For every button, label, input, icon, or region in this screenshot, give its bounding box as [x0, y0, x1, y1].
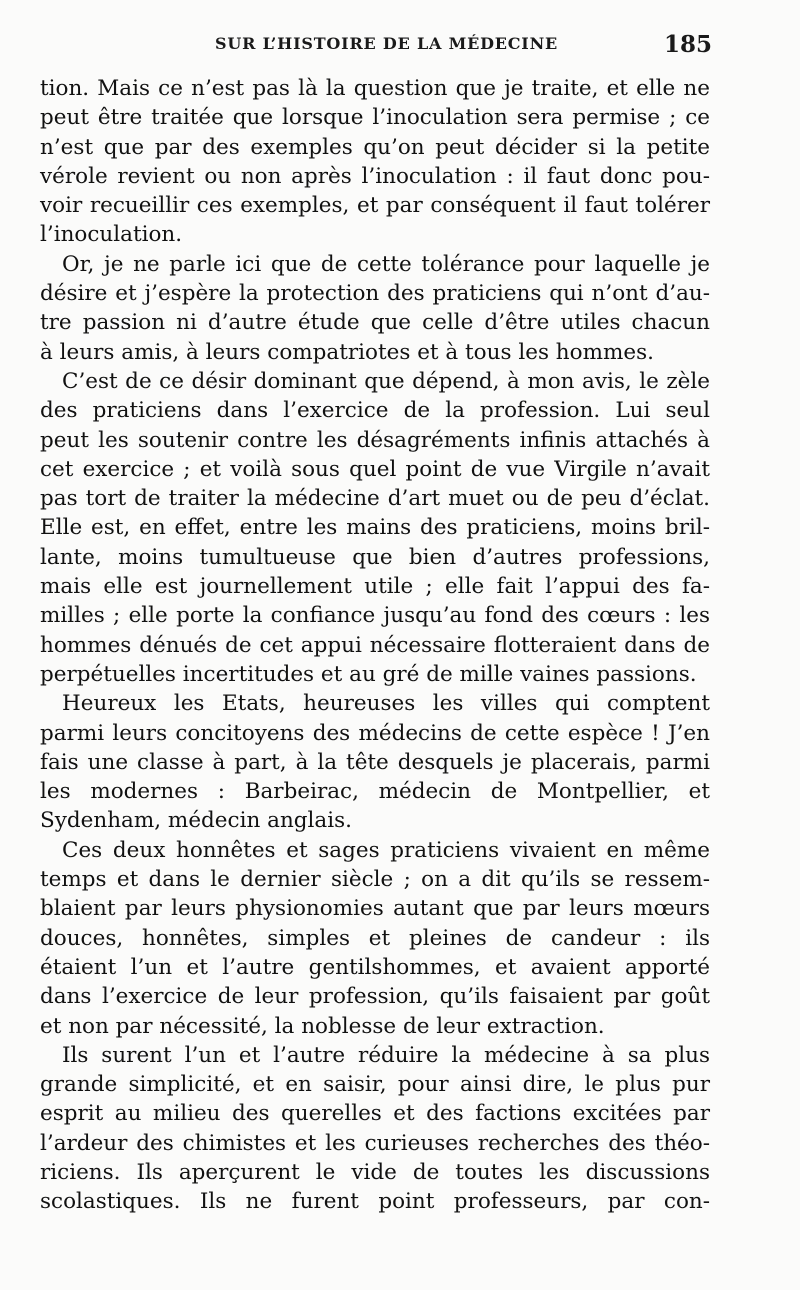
text-line: grande simplicité, et en saisir, pour ainsi dire, le plus pur: [40, 1072, 710, 1098]
running-title: SUR L’HISTOIRE DE LA MÉDECINE: [215, 34, 558, 53]
text-line: hommes dénués de cet appui nécessaire flotteraient dans de: [40, 632, 710, 658]
text-line: Sydenham, médecin anglais.: [40, 808, 352, 834]
text-line: dans l’exercice de leur profession, qu’ils faisaient par goût: [40, 984, 710, 1010]
text-line: tion. Mais ce n’est pas là la question que je traite, et elle ne: [40, 76, 710, 101]
text-line: esprit au milieu des querelles et des factions excitées par: [40, 1101, 710, 1127]
text-line: mais elle est journellement utile ; elle fait l’appui des fa-: [40, 574, 710, 600]
text-line: milles ; elle porte la confiance jusqu’au fond des cœurs : les: [40, 603, 710, 629]
text-line: Ils surent l’un et l’autre réduire la médecine à sa plus: [62, 1042, 710, 1068]
text-line: Or, je ne parle ici que de cette tolérance pour laquelle je: [62, 251, 710, 277]
text-line: n’est que par des exemples qu’on peut décider si la petite: [40, 134, 710, 160]
text-line: riciens. Ils aperçurent le vide de toutes les discussions: [40, 1159, 710, 1185]
text-line: pas tort de traiter la médecine d’art muet ou de peu d’éclat.: [40, 486, 710, 512]
text-line: fais une classe à part, à la tête desquels je placerais, parmi: [40, 749, 710, 775]
text-line: l’inoculation.: [40, 222, 183, 248]
text-line: l’ardeur des chimistes et les curieuses recherches des théo-: [40, 1130, 710, 1156]
text-line: douces, honnêtes, simples et pleines de candeur : ils: [40, 925, 710, 951]
text-line: Elle est, en effet, entre les mains des praticiens, moins bril-: [40, 515, 710, 541]
page-number: 185: [663, 31, 712, 58]
text-line: voir recueillir ces exemples, et par conséquent il faut tolérer: [40, 193, 710, 219]
text-line: C’est de ce désir dominant que dépend, à mon avis, le zèle: [62, 368, 710, 394]
text-line: les modernes : Barbeirac, médecin de Montpellier, et: [40, 779, 710, 805]
text-line: temps et dans le dernier siècle ; on a dit qu’ils se ressem-: [40, 867, 710, 893]
text-line: et non par nécessité, la noblesse de leur extraction.: [40, 1013, 605, 1039]
text-line: blaient par leurs physionomies autant que par leurs mœurs: [40, 896, 710, 922]
text-line: tre passion ni d’autre étude que celle d’être utiles chacun: [40, 310, 710, 336]
body-text: [40, 74, 710, 1217]
text-line: des praticiens dans l’exercice de la profession. Lui seul: [40, 398, 710, 424]
text-line: Ces deux honnêtes et sages praticiens vivaient en même: [62, 837, 710, 863]
text-line: désire et j’espère la protection des praticiens qui n’ont d’au-: [40, 281, 710, 307]
text-line: lante, moins tumultueuse que bien d’autres professions,: [40, 544, 710, 570]
text-line: Heureux les Etats, heureuses les villes qui comptent: [62, 691, 710, 717]
text-line: vérole revient ou non après l’inoculation : il faut donc pou-: [40, 163, 710, 189]
text-line: peut les soutenir contre les désagréments infinis attachés à: [40, 427, 710, 453]
text-line: étaient l’un et l’autre gentilshommes, et avaient apporté: [40, 954, 710, 980]
text-line: parmi leurs concitoyens des médecins de cette espèce ! J’en: [40, 720, 710, 746]
text-line: peut être traitée que lorsque l’inoculation sera permise ; ce: [40, 105, 710, 131]
running-head: [40, 31, 712, 64]
text-line: cet exercice ; et voilà sous quel point de vue Virgile n’avait: [40, 456, 710, 482]
text-line: scolastiques. Ils ne furent point professeurs, par con-: [40, 1189, 710, 1215]
text-line: perpétuelles incertitudes et au gré de mille vaines passions.: [40, 661, 697, 687]
text-line: à leurs amis, à leurs compatriotes et à tous les hommes.: [40, 339, 654, 365]
